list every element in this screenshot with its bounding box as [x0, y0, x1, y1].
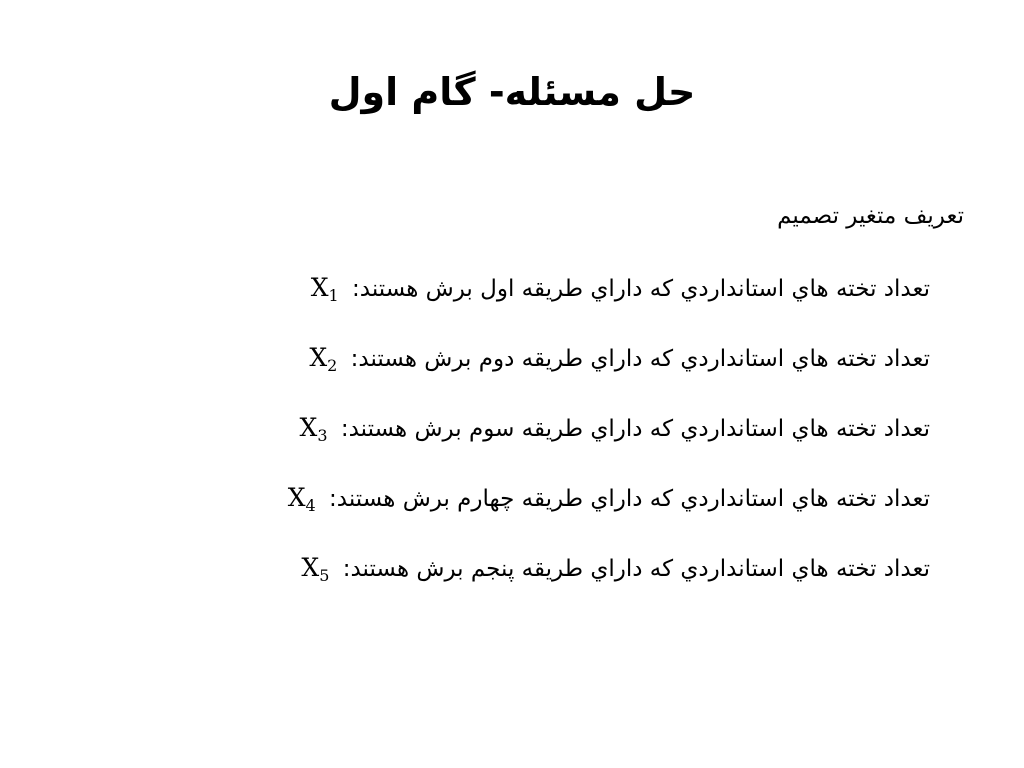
variable-letter: X [287, 483, 306, 512]
variable-description: تعداد تخته هاي استانداردي كه داراي طريقه سوم برش هستند [348, 416, 930, 442]
variable-colon: : [352, 276, 360, 302]
variable-index: 1 [328, 286, 339, 305]
variable-letter: X [310, 273, 329, 302]
variable-letter: X [309, 343, 328, 372]
variable-index: 5 [319, 566, 330, 585]
variable-index: 3 [317, 426, 328, 445]
variable-letter: X [301, 553, 320, 582]
variable-definition-row [301, 550, 930, 587]
variable-definition-row [311, 270, 930, 307]
variable-symbol [311, 270, 339, 306]
variable-description: تعداد تخته هاي استانداردي كه داراي طريقه چهارم برش هستند [336, 486, 930, 512]
variable-index: 2 [327, 356, 338, 375]
variable-colon: : [329, 486, 337, 512]
variable-letter: X [299, 413, 318, 442]
variable-symbol [309, 340, 337, 376]
variable-colon: : [340, 416, 349, 442]
variable-definition-row [300, 410, 931, 447]
variable-symbol [300, 410, 328, 446]
variable-colon: : [350, 346, 359, 372]
variable-description: تعداد تخته هاي استانداردي كه داراي طريقه اول برش هستند [359, 276, 930, 302]
variable-symbol [301, 550, 329, 586]
variable-definition-row [288, 480, 930, 517]
variable-symbol [288, 480, 316, 516]
variable-description: تعداد تخته هاي استانداردي كه داراي طريقه دوم برش هستند [358, 346, 930, 372]
variable-description: تعداد تخته هاي استانداردي كه داراي طريقه پنجم برش هستند [350, 556, 930, 582]
slide-title: حل مسئله- گام اول [328, 70, 696, 114]
variable-colon: : [342, 556, 351, 582]
variable-definition-row [309, 340, 930, 377]
variable-index: 4 [305, 496, 316, 515]
section-subtitle: تعريف متغير تصميم [777, 203, 964, 229]
